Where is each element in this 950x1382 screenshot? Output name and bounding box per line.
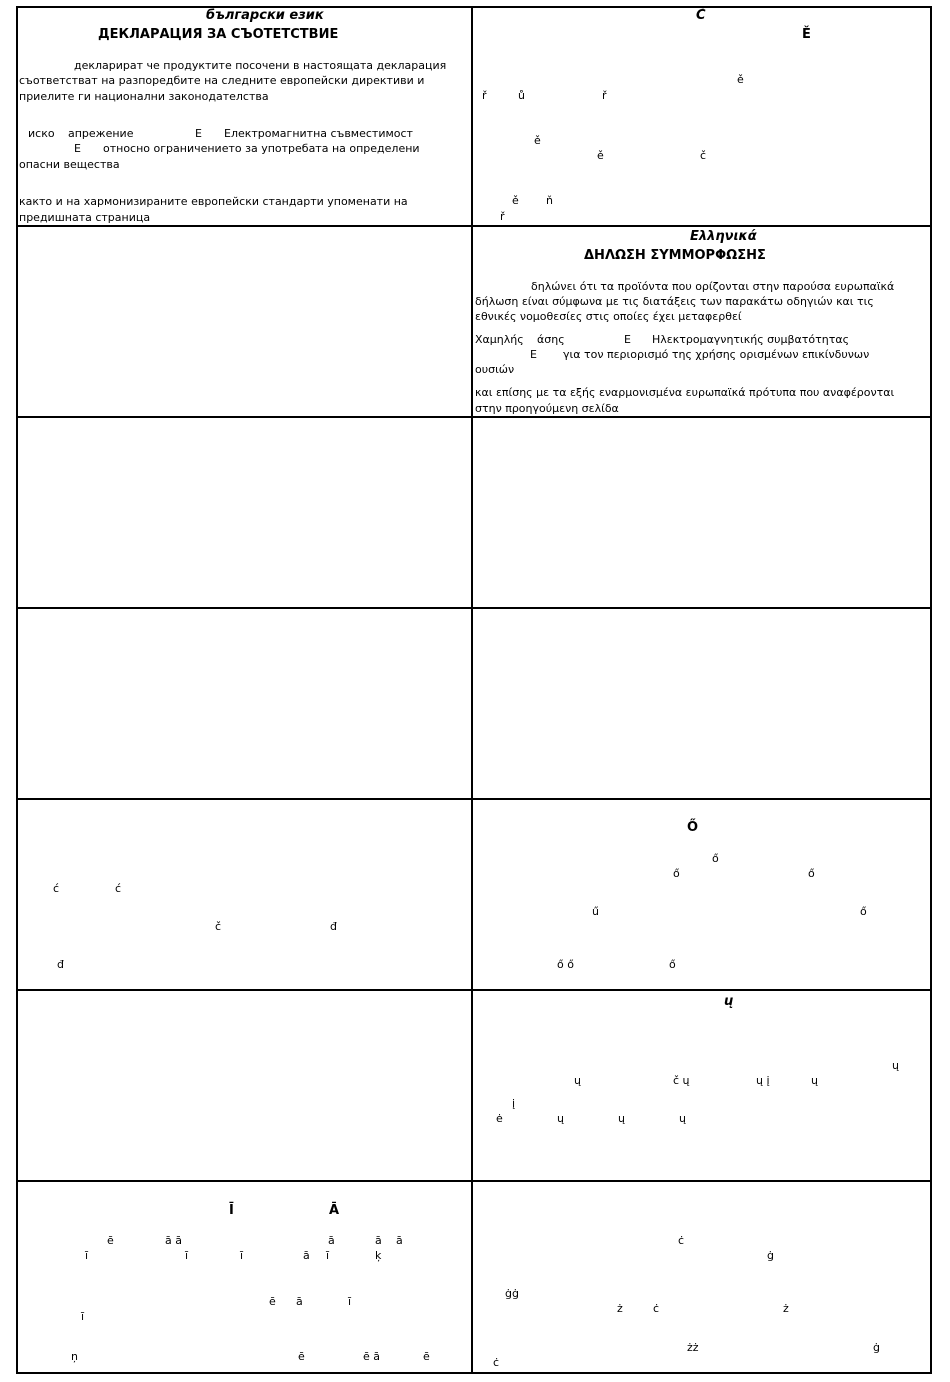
lithuanian-glyph: ų į [756,1074,770,1087]
czech-glyph: ř [500,210,505,223]
czech-glyph: ů [518,89,525,102]
hungarian-glyph: ő [669,958,676,971]
bulgarian-standards-line: предишната страница [19,211,151,224]
latvian-glyph: Ā [329,1203,340,1218]
czech-glyph: ě [512,194,519,207]
latvian-glyph: ā [375,1234,382,1247]
lithuanian-glyph: č ų [673,1074,690,1087]
latvian-glyph: ē [298,1350,305,1363]
bulgarian-directive-text: апрежение [68,127,134,140]
greek-language-label: Ελληνικά [690,229,757,244]
bulgarian-directive-text: иско [28,127,55,140]
lithuanian-glyph: ų [574,1074,581,1087]
greek-para-line: δηλώνει ότι τα προϊόντα που ορίζονται στην παρούσα ευρωπαϊκά [531,280,895,293]
hungarian-glyph: Ő [687,820,699,835]
lithuanian-glyph: į [512,1097,516,1110]
row-divider [16,416,932,418]
lithuanian-glyph: ų [724,994,734,1009]
latvian-glyph: ā [396,1234,403,1247]
latvian-glyph: ē ā [363,1350,381,1363]
bulgarian-directive-text: Електромагнитна съвместимост [224,127,413,140]
bulgarian-directive-text: Е [74,142,81,155]
greek-directive-text: Ε [530,348,537,361]
row-divider [16,989,932,991]
lithuanian-glyph: ė [496,1112,503,1125]
lithuanian-glyph: ų [557,1112,564,1125]
latvian-glyph: ā [328,1234,335,1247]
greek-title: ΔΗΛΩΣΗ ΣΥΜΜΟΡΦΩΣΗΣ [584,248,766,263]
croatian-glyph: ć [115,882,122,895]
latvian-glyph: ē [269,1295,276,1308]
hungarian-glyph: ő [712,852,719,865]
bulgarian-standards-line: както и на хармонизираните европейски стандарти упоменати на [19,195,408,208]
bulgarian-title: ДЕКЛАРАЦИЯ ЗА СЪОТЕТСТВИЕ [98,27,339,42]
latvian-glyph: ī [326,1249,330,1262]
maltese-glyph: ġġ [505,1287,519,1300]
row-divider [16,798,932,800]
greek-directive-text: Ε [624,333,631,346]
greek-directive-text: Χαμηλής [475,333,524,346]
latvian-glyph: ī [240,1249,244,1262]
lithuanian-glyph: ų [618,1112,625,1125]
latvian-glyph: ē [107,1234,114,1247]
latvian-glyph: ā [303,1249,310,1262]
latvian-glyph: ņ [71,1350,78,1363]
greek-standards-line: και επίσης με τα εξής εναρμονισμένα ευρωπαϊκά πρότυπα που αναφέρονται [475,386,895,399]
hungarian-glyph: ű [592,905,599,918]
declaration-grid [16,6,932,1374]
greek-para-line: δήλωση είναι σύμφωνα με τις διατάξεις των παρακάτω οδηγιών και τις [475,295,874,308]
czech-glyph: ě [597,149,604,162]
maltese-glyph: ż [617,1302,623,1315]
greek-standards-line: στην προηγούμενη σελίδα [475,402,619,415]
latvian-glyph: ī [85,1249,89,1262]
greek-directive-text: άσης [537,333,565,346]
hungarian-glyph: ő ő [557,958,574,971]
lithuanian-glyph: ų [892,1059,899,1072]
maltese-glyph: ġ [767,1249,774,1262]
latvian-glyph: ā [296,1295,303,1308]
czech-glyph: ě [534,134,541,147]
latvian-glyph: ā ā [165,1234,182,1247]
croatian-glyph: č [215,920,222,933]
hungarian-glyph: ő [808,867,815,880]
latvian-glyph: ē [423,1350,430,1363]
bulgarian-para-line: съответстват на разпоредбите на следните европейски директиви и [19,74,425,87]
bulgarian-para-line: декларират че продуктите посочени в настоящата декларация [74,59,447,72]
czech-glyph: ň [546,194,553,207]
latvian-glyph: ī [81,1310,85,1323]
czech-glyph: ř [482,89,487,102]
latvian-glyph: Ī [229,1203,234,1218]
czech-glyph: ř [602,89,607,102]
hungarian-glyph: ő [673,867,680,880]
croatian-glyph: ć [53,882,60,895]
maltese-glyph: ċ [678,1234,685,1247]
croatian-glyph: đ [57,958,64,971]
bulgarian-directive-text: опасни вещества [19,158,120,171]
hungarian-glyph: ő [860,905,867,918]
bulgarian-language-label: български език [206,8,324,23]
lithuanian-glyph: ų [811,1074,818,1087]
greek-directive-text: Ηλεκτρομαγνητικής συμβατότητας [652,333,850,346]
greek-para-line: εθνικές νομοθεσίες στις οποίες έχει μεταφερθεί [475,310,742,323]
greek-directive-text: ουσιών [475,363,515,376]
maltese-glyph: ċ [493,1356,500,1369]
maltese-glyph: żż [687,1341,699,1354]
bulgarian-directive-text: относно ограничението за употребата на определени [103,142,420,155]
maltese-glyph: ċ [653,1302,660,1315]
czech-glyph: Č [696,8,706,23]
croatian-glyph: đ [330,920,337,933]
czech-glyph: č [700,149,707,162]
row-divider [16,1180,932,1182]
bulgarian-para-line: приелите ги национални законодателства [19,90,269,103]
czech-glyph: ě [737,73,744,86]
maltese-glyph: ż [783,1302,789,1315]
greek-directive-text: για τον περιορισμό της χρήσης ορισμένων επικίνδυνων [563,348,870,361]
czech-glyph: Ě [802,27,811,42]
row-divider [16,607,932,609]
latvian-glyph: ī [348,1295,352,1308]
row-divider [16,225,932,227]
bulgarian-directive-text: Е [195,127,202,140]
column-divider [471,6,473,1374]
latvian-glyph: ķ [375,1249,382,1262]
latvian-glyph: ī [185,1249,189,1262]
lithuanian-glyph: ų [679,1112,686,1125]
maltese-glyph: ġ [873,1341,880,1354]
